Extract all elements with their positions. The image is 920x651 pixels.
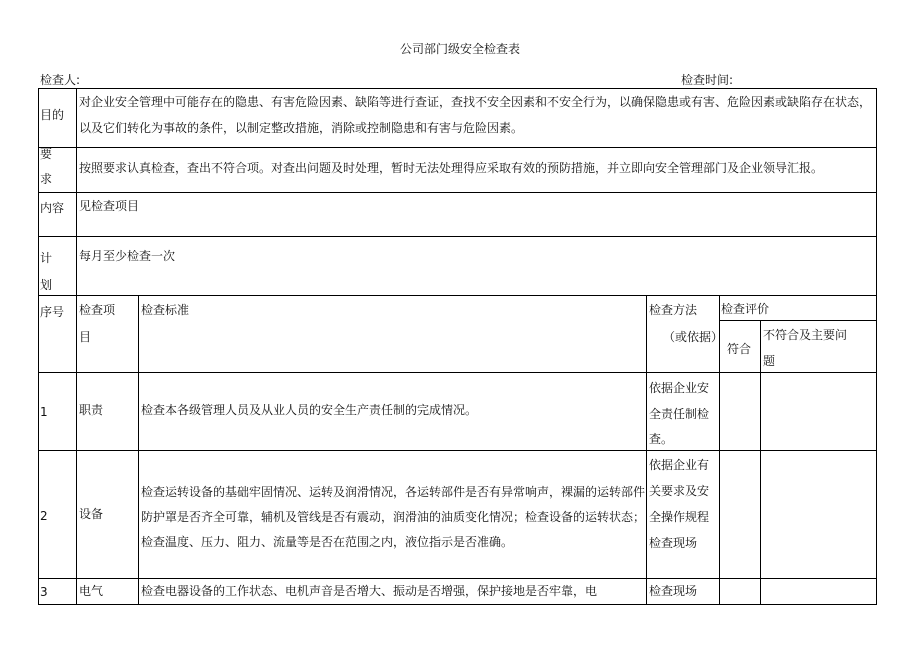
requirement-label-1: 要: [40, 147, 53, 161]
header-method-1: 检查方法: [649, 303, 698, 317]
header-nonconform-2: 题: [763, 354, 776, 368]
requirement-text: 按照要求认真检查，查出不符合项。对查出问题及时处理，暂时无法处理得应采取有效的预防措施，并立即向安全管理部门及企业领导汇报。: [79, 161, 824, 175]
header-eval: 检查评价: [721, 302, 770, 316]
header-standard: 检查标准: [141, 303, 190, 317]
row-method-line1: 依据企业安: [649, 381, 710, 395]
header-method-2: （或依据）: [663, 330, 724, 344]
content-text: 见检查项目: [79, 199, 140, 213]
inspection-time-label: 检查时间:: [681, 73, 734, 87]
row-method-line1: 依据企业有: [649, 458, 710, 472]
eval-header-divider: [719, 320, 877, 321]
row-no: 1: [40, 405, 48, 419]
label-column-divider: [76, 88, 77, 605]
row-item: 职责: [79, 403, 104, 417]
table-border-left: [38, 88, 39, 605]
row-divider: [38, 192, 877, 193]
row-item: 电气: [79, 584, 104, 598]
row-method-line2: 关要求及安: [649, 484, 710, 498]
row-method: 检查现场: [649, 584, 698, 598]
row-standard: 检查电器设备的工作状态、电机声音是否增大、振动是否增强，保护接地是否牢靠，电: [141, 584, 598, 598]
row-standard: 检查本各级管理人员及从业人员的安全生产责任制的完成情况。: [141, 403, 478, 417]
row-divider: [38, 372, 877, 373]
plan-text: 每月至少检查一次: [79, 249, 176, 263]
header-nonconform-1: 不符合及主要问: [763, 328, 848, 342]
row-method-line3: 全操作规程: [649, 510, 710, 524]
header-conform: 符合: [727, 342, 752, 356]
plan-label-1: 计: [40, 251, 53, 265]
purpose-text-line1: 对企业安全管理中可能存在的隐患、有害危险因素、缺陷等进行查证，查找不安全因素和不安全行为，以确保隐患或有害、危险因素或缺陷存在状态，: [79, 95, 872, 109]
method-column-divider: [646, 295, 647, 605]
content-label: 内容: [40, 201, 65, 215]
inspector-label: 检查人:: [40, 73, 81, 87]
row-divider: [38, 450, 877, 451]
row-no: 3: [40, 585, 48, 599]
row-divider: [38, 236, 877, 237]
row-divider: [38, 578, 877, 579]
table-border-top: [38, 88, 877, 89]
row-method-line3: 查。: [649, 432, 674, 446]
row-standard-line2: 防护罩是否齐全可靠，辅机及管线是否有震动，润滑油的油质变化情况；检查设备的运转状态；: [141, 510, 646, 524]
row-method-line4: 检查现场: [649, 536, 698, 550]
purpose-text-line2: 以及它们转化为事故的条件，以制定整改措施，消除或控制隐患和有害与危险因素。: [79, 121, 524, 135]
row-standard-line3: 检查温度、压力、阻力、流量等是否在范围之内，液位指示是否准确。: [141, 535, 514, 549]
header-item-1: 检查项: [79, 303, 116, 317]
row-method-line2: 全责任制检: [649, 407, 710, 421]
plan-label-2: 划: [40, 278, 53, 292]
document-title: 公司部门级安全检查表: [399, 42, 520, 56]
row-standard-line1: 检查运转设备的基础牢固情况、运转及润滑情况，各运转部件是否有异常响声，裸漏的运转部件: [141, 485, 646, 499]
table-border-bottom: [38, 604, 877, 605]
row-no: 2: [40, 509, 48, 523]
row-item: 设备: [79, 507, 104, 521]
requirement-label-2: 求: [40, 172, 53, 186]
header-item-2: 目: [79, 330, 92, 344]
row-divider: [38, 147, 877, 148]
header-no: 序号: [40, 305, 65, 319]
row-divider: [38, 295, 877, 296]
table-border-right: [876, 88, 877, 605]
conform-column-divider: [760, 320, 761, 605]
purpose-label: 目的: [40, 108, 65, 122]
item-column-divider: [138, 295, 139, 605]
